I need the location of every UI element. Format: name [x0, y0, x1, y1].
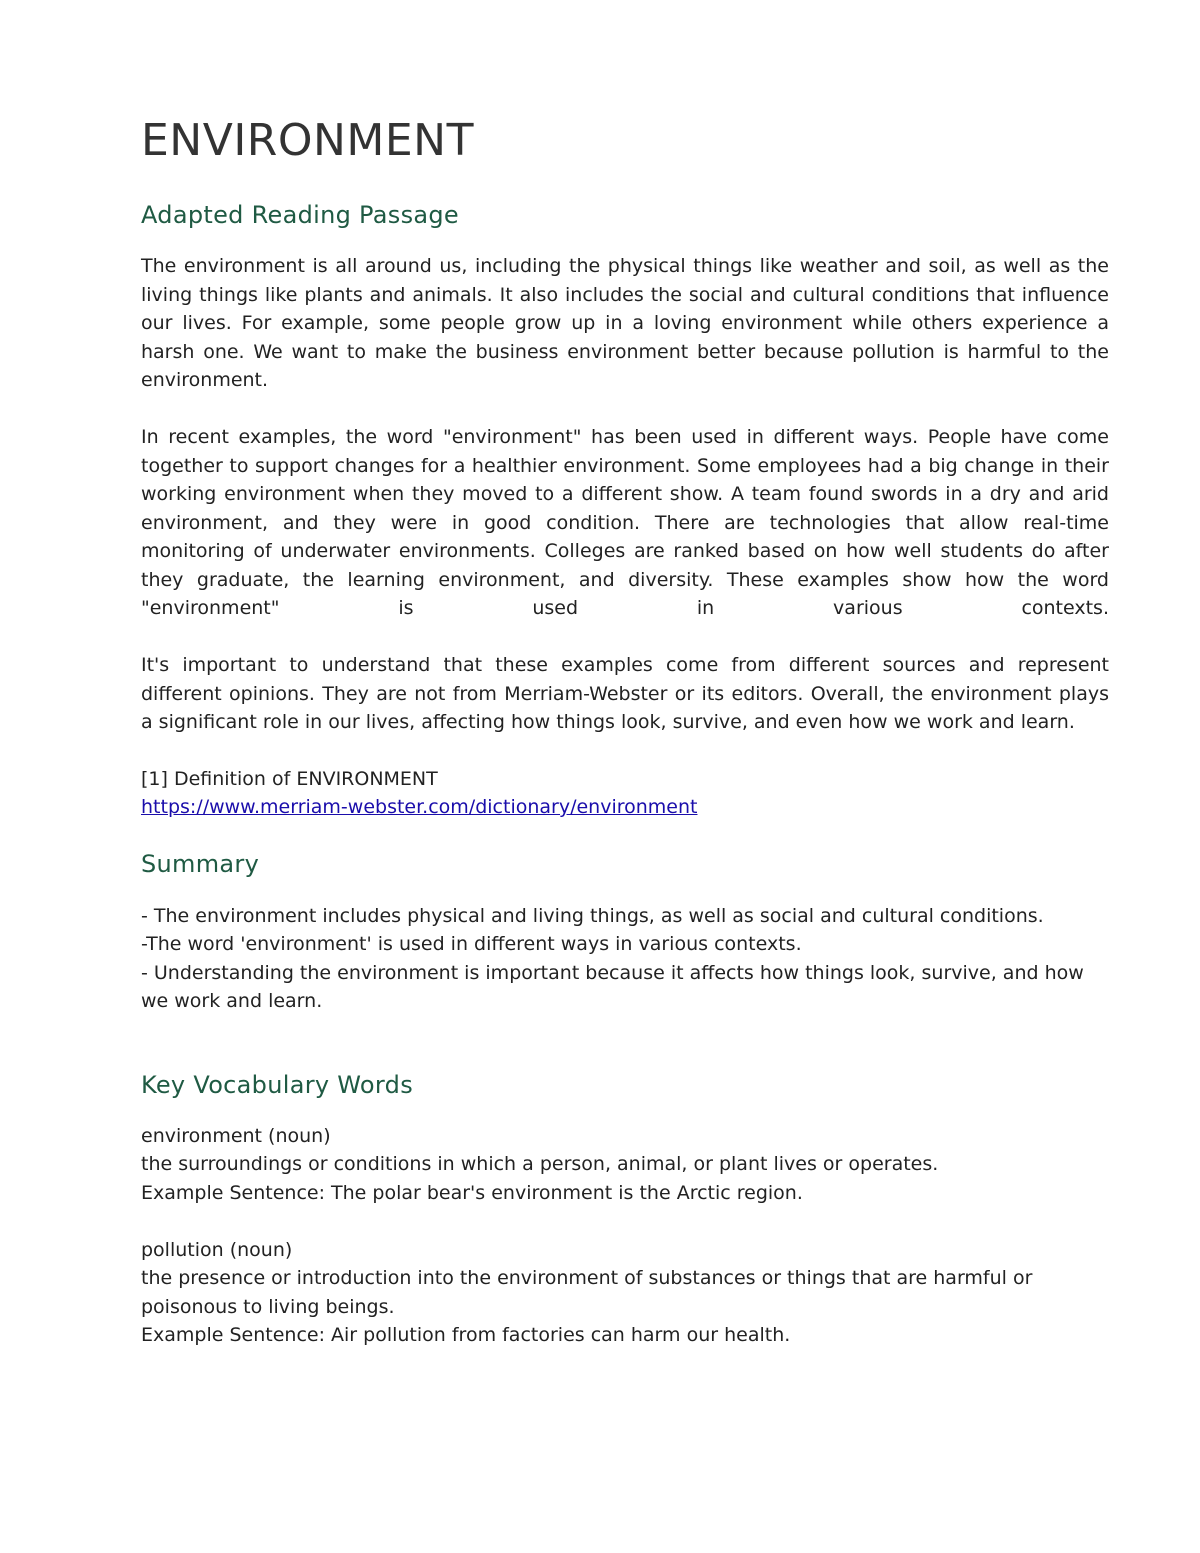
page-title: ENVIRONMENT: [141, 115, 474, 166]
vocab-definition: the presence or introduction into the environment of substances or things that are harmful or poisonous to living beings.: [141, 1267, 1033, 1318]
vocabulary-heading: Key Vocabulary Words: [141, 1070, 413, 1099]
passage-paragraph-2: In recent examples, the word "environment" has been used in different ways. People have come together to support changes for a healthier environment. Some employees had a big change in their working environment when they moved to a different show. A team found swords in a dry and arid environment, and they were in good condition. There are technologies that allow real-time monitoring of underwater environments. Colleges are ranked based on how well students do after they graduate, the learning environment, and diversity. These examples show how the word "environment" is used in various contexts.: [141, 426, 1109, 619]
passage-paragraph-3: It's important to understand that these examples come from different sources and represent different opinions. They are not from Merriam-Webster or its editors. Overall, the environment plays a significant role in our lives, affecting how things look, survive, and even how we work and learn.: [141, 654, 1109, 733]
vocab-definition: the surroundings or conditions in which a person, animal, or plant lives or operates.: [141, 1153, 939, 1175]
reference-label: [1] Definition of ENVIRONMENT: [141, 767, 438, 790]
summary-list: [141, 902, 1109, 1016]
vocab-entry-pollution: [141, 1236, 1109, 1350]
vocab-term: pollution (noun): [141, 1238, 293, 1261]
reference-link[interactable]: https://www.merriam-webster.com/dictionary/environment: [141, 796, 698, 818]
summary-item: - The environment includes physical and living things, as well as social and cultural conditions.: [141, 904, 1044, 927]
vocab-example: Example Sentence: Air pollution from factories can harm our health.: [141, 1324, 791, 1346]
summary-item: -The word 'environment' is used in different ways in various contexts.: [141, 933, 802, 955]
vocab-example: Example Sentence: The polar bear's environment is the Arctic region.: [141, 1181, 803, 1204]
reference: [141, 765, 1109, 822]
passage-heading: Adapted Reading Passage: [141, 201, 459, 229]
document-page: [141, 108, 1109, 1350]
vocab-term: environment (noun): [141, 1124, 331, 1147]
vocab-entry-environment: [141, 1122, 1109, 1208]
passage-paragraph-1: The environment is all around us, including the physical things like weather and soil, as well as the living things like plants and animals. It also includes the social and cultural conditions that influence our lives. For example, some people grow up in a loving environment while others experience a harsh one. We want to make the business environment better because pollution is harmful to the environment.: [141, 255, 1109, 391]
summary-heading: Summary: [141, 849, 260, 878]
summary-item: - Understanding the environment is important because it affects how things look, survive, and how we work and learn.: [141, 961, 1084, 1012]
